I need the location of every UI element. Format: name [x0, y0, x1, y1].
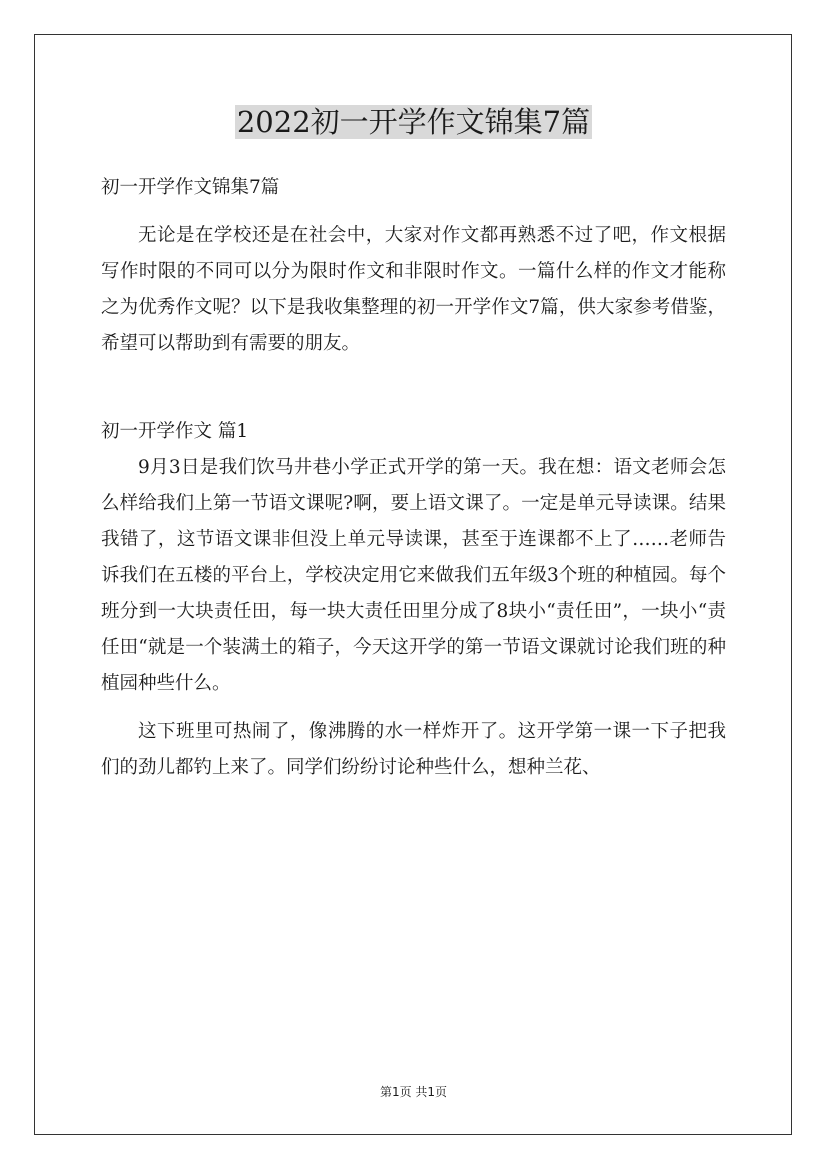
body-paragraph-2: 这下班里可热闹了，像沸腾的水一样炸开了。这开学第一课一下子把我们的劲儿都钓上来了。同学们纷纷讨论种些什么，想种兰花、 [101, 721, 726, 778]
section-heading: 初一开学作文 篇1 [101, 421, 249, 442]
spacer [101, 702, 726, 714]
intro-paragraph: 无论是在学校还是在社会中，大家对作文都再熟悉不过了吧，作文根据写作时限的不同可以分为限时作文和非限时作文。一篇什么样的作文才能称之为优秀作文呢？以下是我收集整理的初一开学作文7篇，供大家参考借鉴，希望可以帮助到有需要的朋友。 [101, 225, 726, 354]
page-footer: 第1页 共1页 [379, 1085, 448, 1099]
document-title [0, 100, 827, 144]
document-title-text: 2022初一开学作文锦集7篇 [236, 105, 591, 139]
body-paragraph-1: 9月3日是我们饮马井巷小学正式开学的第一天。我在想：语文老师会怎么样给我们上第一节语文课呢?啊，要上语文课了。一定是单元导读课。结果我错了，这节语文课非但没上单元导读课，甚至于连课都不上了……老师告诉我们在五楼的平台上，学校决定用它来做我们五年级3个班的种植园。每个班分到一大块责任田，每一块大责任田里分成了8块小“责任田”，一块小“责任田“就是一个装满土的箱子，今天这开学的第一节语文课就讨论我们班的种植园种些什么。 [101, 457, 726, 694]
spacer [101, 206, 726, 218]
document-subtitle: 初一开学作文锦集7篇 [101, 177, 280, 198]
spacer [101, 362, 726, 414]
document-body [101, 170, 726, 786]
